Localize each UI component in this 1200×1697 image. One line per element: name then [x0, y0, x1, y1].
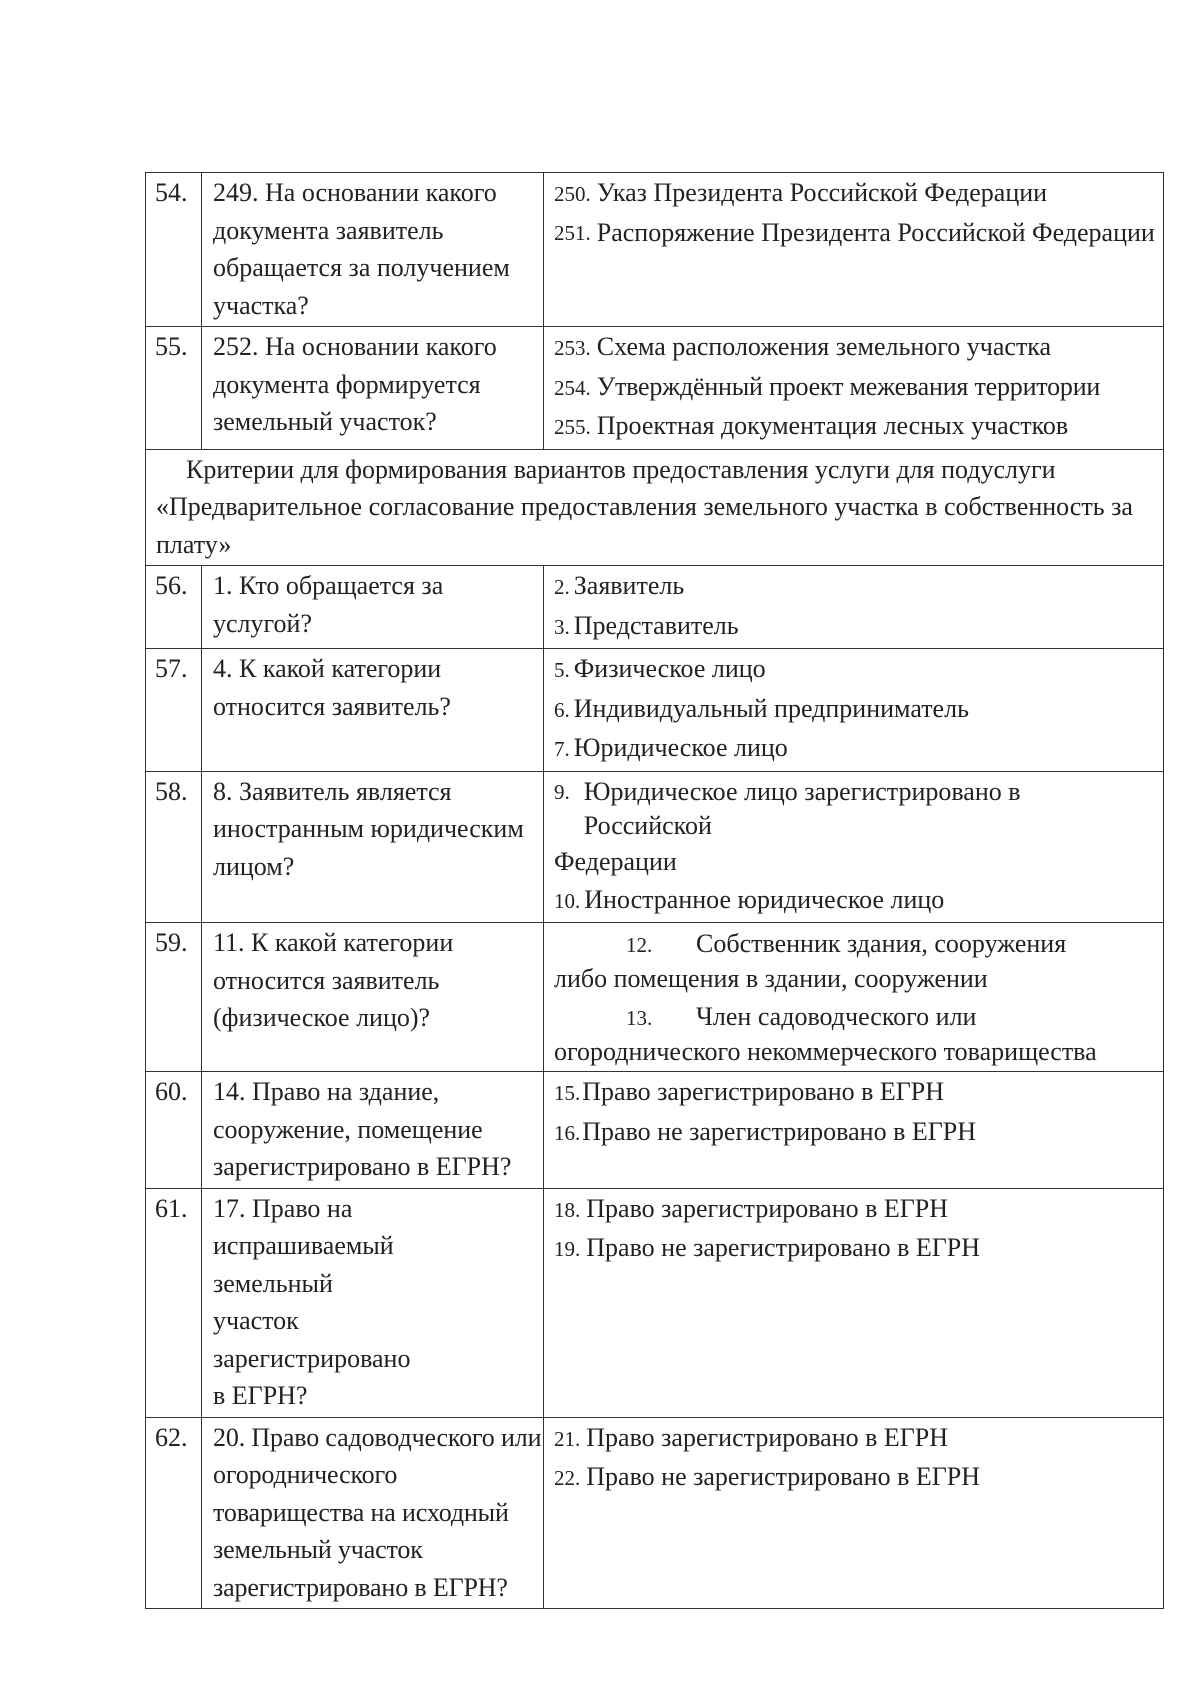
answer-options-cell — [544, 923, 1164, 1072]
option-number: 22. — [554, 1466, 581, 1490]
option-number: 13. — [626, 1006, 653, 1030]
row-number: 59. — [146, 923, 202, 1072]
answer-option — [554, 328, 1163, 368]
table-row — [146, 771, 1164, 923]
question-cell: 4. К какой категории относится заявитель? — [202, 649, 544, 772]
question-cell: 252. На основании какого документа формируется земельный участок? — [202, 327, 544, 450]
table-row — [146, 649, 1164, 772]
answer-option — [554, 214, 1163, 253]
option-text: Проектная документация лесных участков — [596, 411, 1069, 440]
answer-options-cell — [544, 1072, 1164, 1189]
answer-option — [554, 368, 1163, 408]
option-text: Право зарегистрировано в ЕГРН — [586, 1193, 949, 1223]
table-row — [146, 1417, 1164, 1609]
option-text: Заявитель — [573, 571, 685, 600]
question-cell: 249. На основании какого документа заявитель обращается за получением участка? — [202, 173, 544, 327]
option-number: 12. — [626, 933, 653, 957]
option-text: Иностранное юридическое лицо — [584, 884, 945, 914]
answer-option — [554, 1190, 1163, 1230]
row-number: 61. — [146, 1188, 202, 1417]
answer-option — [554, 1000, 1163, 1035]
option-text: Право не зарегистрировано в ЕГРН — [582, 1116, 976, 1146]
option-text: Распоряжение Президента Российской Федерации — [596, 217, 1155, 247]
option-text: Утверждённый проект межевания территории — [596, 371, 1101, 401]
answer-option — [554, 1419, 1163, 1459]
option-text: Индивидуальный предприниматель — [573, 693, 969, 723]
option-number: 10. — [554, 888, 581, 913]
option-number: 255. — [554, 415, 591, 439]
table-row — [146, 1072, 1164, 1189]
answer-options-cell — [544, 1417, 1164, 1609]
row-number: 60. — [146, 1072, 202, 1189]
option-continuation: Федерации — [554, 846, 677, 876]
option-text: Право зарегистрировано в ЕГРН — [582, 1077, 945, 1106]
answer-option — [554, 1073, 1163, 1113]
answer-option — [554, 607, 1163, 647]
option-number: 18. — [554, 1197, 581, 1222]
answer-option — [554, 690, 1163, 730]
row-number: 54. — [146, 173, 202, 327]
answer-option — [554, 567, 1163, 607]
answer-option — [554, 927, 1163, 962]
answer-options-cell — [544, 649, 1164, 772]
answer-options-cell — [544, 327, 1164, 450]
answer-options-cell — [544, 771, 1164, 923]
option-text: Указ Президента Российской Федерации — [596, 178, 1048, 207]
option-number: 3. — [554, 614, 570, 639]
option-number: 250. — [554, 182, 591, 206]
question-cell: 17. Право на испрашиваемый земельный участок зарегистрировано в ЕГРН? — [202, 1188, 544, 1417]
answer-option — [554, 1229, 1163, 1269]
option-text: Схема расположения земельного участка — [596, 332, 1052, 361]
option-text: Право не зарегистрировано в ЕГРН — [586, 1233, 980, 1262]
answer-option — [554, 650, 1163, 690]
option-number: 9. — [554, 779, 570, 804]
row-number: 58. — [146, 771, 202, 923]
question-cell: 20. Право садоводческого или огороднического товарищества на исходный земельный участок зарегистрировано в ЕГРН? — [202, 1417, 544, 1609]
option-number: 6. — [554, 697, 570, 722]
option-number: 19. — [554, 1237, 581, 1261]
answer-options-cell — [544, 566, 1164, 649]
option-text: Физическое лицо — [573, 654, 766, 683]
row-number: 57. — [146, 649, 202, 772]
option-text: Представитель — [573, 610, 739, 640]
answer-option — [554, 1113, 1163, 1153]
table-row — [146, 173, 1164, 327]
table-row — [146, 923, 1164, 1072]
option-text: Член садоводческого или — [696, 1002, 977, 1031]
row-number: 56. — [146, 566, 202, 649]
question-cell: 14. Право на здание, сооружение, помещение зарегистрировано в ЕГРН? — [202, 1072, 544, 1189]
option-continuation: огороднического некоммерческого товарищества — [554, 1037, 1097, 1066]
answer-option — [554, 881, 1163, 921]
answer-option — [554, 174, 1163, 214]
row-number: 62. — [146, 1417, 202, 1609]
option-text: Право не зарегистрировано в ЕГРН — [586, 1462, 980, 1491]
option-number: 253. — [554, 336, 591, 360]
question-cell: 8. Заявитель является иностранным юридическим лицом? — [202, 771, 544, 923]
option-number: 254. — [554, 375, 591, 400]
option-number: 16. — [554, 1120, 581, 1145]
option-number: 21. — [554, 1426, 581, 1451]
option-number: 7. — [554, 737, 570, 761]
option-text: Юридическое лицо — [573, 733, 788, 762]
option-continuation: либо помещения в здании, сооружении — [554, 964, 988, 993]
row-number: 55. — [146, 327, 202, 450]
answer-option — [554, 729, 1163, 769]
answer-options-cell — [544, 1188, 1164, 1417]
option-number: 2. — [554, 575, 570, 599]
criteria-row — [146, 449, 1164, 566]
answer-option — [554, 407, 1163, 447]
option-number: 5. — [554, 658, 570, 682]
option-text: Право зарегистрировано в ЕГРН — [586, 1422, 949, 1452]
option-text: Собственник здания, сооружения — [696, 929, 1067, 958]
criteria-table — [145, 172, 1164, 1609]
table-row — [146, 566, 1164, 649]
criteria-heading: Критерии для формирования вариантов предоставления услуги для подуслуги «Предварительное согласование предоставления земельного участка в собственность за плату» — [146, 449, 1164, 566]
answer-option — [554, 1458, 1163, 1498]
option-number: 15. — [554, 1081, 581, 1105]
question-cell: 1. Кто обращается за услугой? — [202, 566, 544, 649]
table-row — [146, 327, 1164, 450]
option-text: Юридическое лицо зарегистрировано в Российской — [583, 776, 1021, 840]
answer-option — [554, 773, 1163, 843]
table-row — [146, 1188, 1164, 1417]
option-number: 251. — [554, 220, 591, 245]
question-cell: 11. К какой категории относится заявитель (физическое лицо)? — [202, 923, 544, 1072]
answer-options-cell — [544, 173, 1164, 327]
